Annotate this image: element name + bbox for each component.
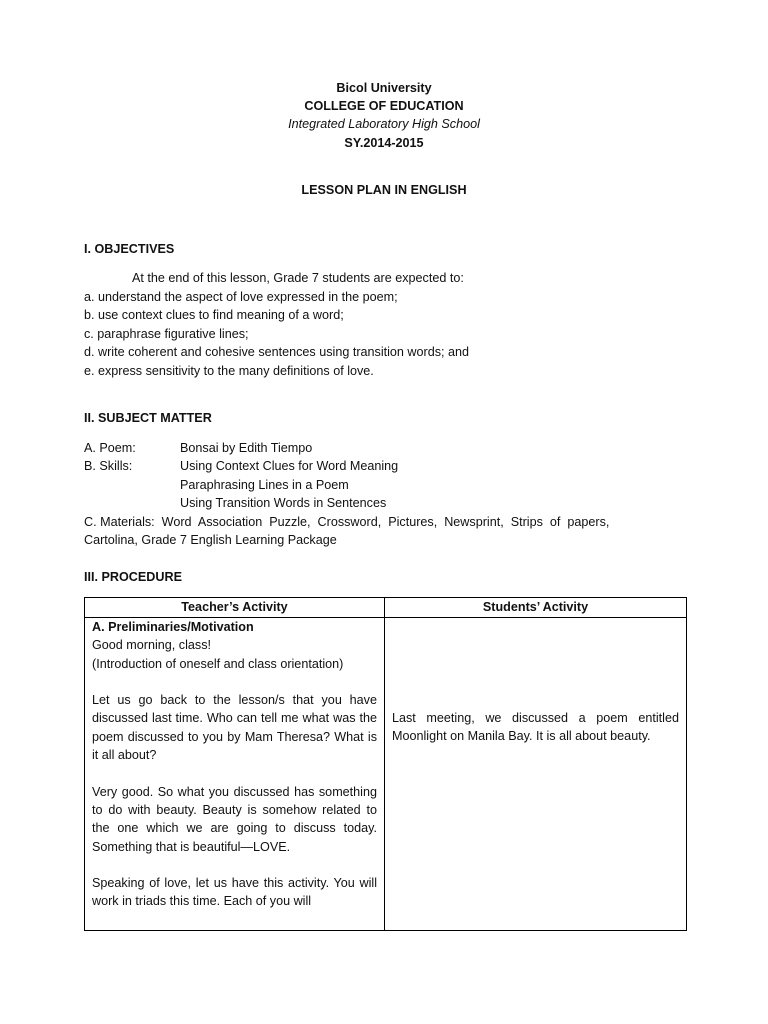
skill-item: Using Transition Words in Sentences: [180, 496, 387, 510]
university-name: Bicol University: [336, 81, 432, 95]
objective-item: d. write coherent and cohesive sentences using transition words; and: [84, 345, 470, 359]
student-response: Last meeting, we discussed a poem entitled Moonlight on Manila Bay. It is all about beauty.: [392, 711, 679, 744]
teacher-activity-cell: [85, 618, 385, 931]
lesson-plan-title: LESSON PLAN IN ENGLISH: [301, 183, 467, 197]
objective-item: b. use context clues to find meaning of a word;: [84, 308, 344, 322]
materials-line-2: Cartolina, Grade 7 English Learning Package: [84, 533, 337, 547]
objective-item: a. understand the aspect of love expressed in the poem;: [84, 290, 398, 304]
blank-line: [92, 856, 377, 874]
table-header-row: [85, 598, 687, 618]
objectives-intro: At the end of this lesson, Grade 7 students are expected to:: [132, 271, 464, 285]
objective-item: e. express sensitivity to the many definitions of love.: [84, 364, 374, 378]
teacher-line: (Introduction of oneself and class orientation): [92, 656, 344, 671]
section-title: A. Preliminaries/Motivation: [92, 620, 254, 634]
poem-label: A. Poem:: [84, 441, 136, 455]
teacher-line: Speaking of love, let us have this activity. You will work in triads this time. Each of you will: [92, 876, 377, 909]
poem-value: Bonsai by Edith Tiempo: [180, 441, 313, 455]
skill-item: Using Context Clues for Word Meaning: [180, 459, 399, 473]
objectives-heading: I. OBJECTIVES: [84, 242, 175, 256]
school-name: Integrated Laboratory High School: [288, 117, 480, 131]
teacher-activity-text: [92, 618, 377, 911]
teacher-line: Good morning, class!: [92, 638, 211, 653]
blank-line: [92, 673, 377, 691]
teacher-line: Very good. So what you discussed has something to do with beauty. Beauty is somehow related to the one which we are going to discuss today. Something that is beautiful—LOVE.: [92, 784, 377, 854]
materials-line-1: C. Materials: Word Association Puzzle, Crossword, Pictures, Newsprint, Strips of papers,: [84, 515, 610, 529]
school-year: SY.2014-2015: [344, 136, 424, 150]
procedure-table: [84, 597, 687, 931]
teacher-line: Let us go back to the lesson/s that you have discussed last time. Who can tell me what was the poem discussed to you by Mam Theresa? What is it all about?: [92, 693, 377, 763]
college-name: COLLEGE OF EDUCATION: [304, 99, 464, 113]
skills-label: B. Skills:: [84, 459, 133, 473]
students-activity-cell: [385, 618, 687, 931]
subject-matter-heading: II. SUBJECT MATTER: [84, 411, 212, 425]
table-row: [85, 618, 687, 931]
teacher-activity-header: Teacher’s Activity: [85, 598, 385, 618]
procedure-heading: III. PROCEDURE: [84, 570, 182, 584]
skill-item: Paraphrasing Lines in a Poem: [180, 478, 349, 492]
students-activity-text: [392, 618, 679, 746]
objective-item: c. paraphrase figurative lines;: [84, 327, 249, 341]
students-activity-header: Students’ Activity: [385, 598, 687, 618]
blank-line: [92, 764, 377, 782]
